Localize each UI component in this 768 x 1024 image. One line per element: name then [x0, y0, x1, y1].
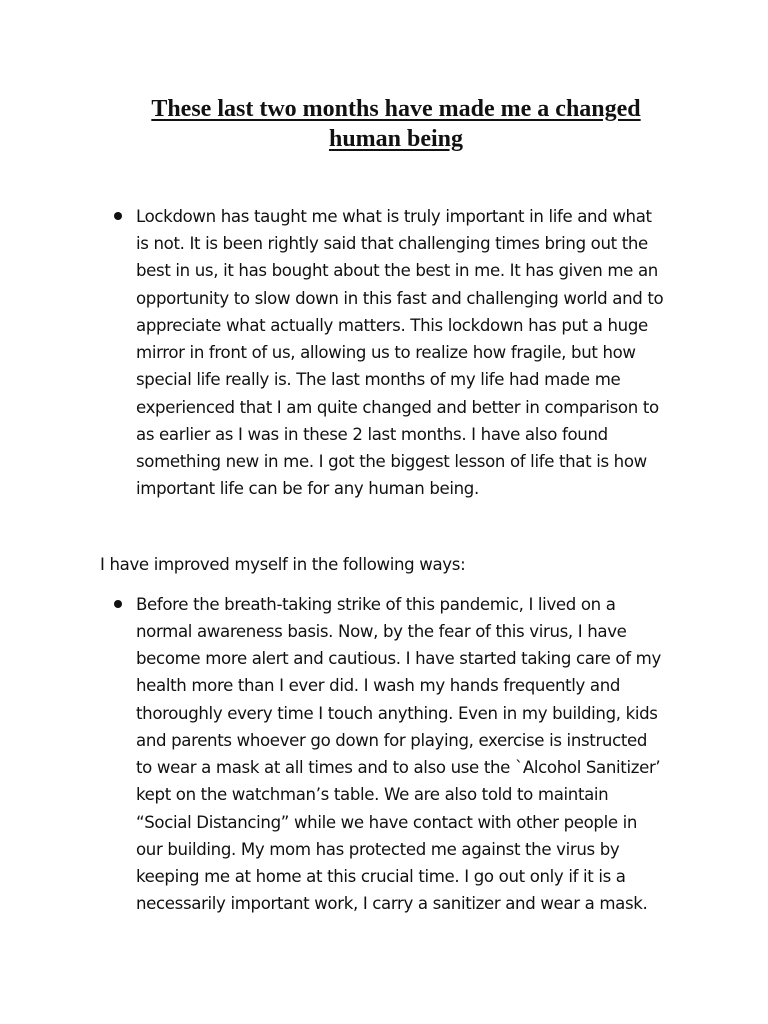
paragraph-line: necessarily important work, I carry a sanitizer and wear a mask. [136, 894, 648, 913]
paragraph-line: to wear a mask at all times and to also use the `Alcohol Sanitizer’ [136, 758, 661, 777]
paragraph-line: health more than I ever did. I wash my hands frequently and [136, 676, 621, 695]
paragraph-line: opportunity to slow down in this fast and challenging world and to [136, 289, 664, 308]
paragraph-line: mirror in front of us, allowing us to realize how fragile, but how [136, 343, 636, 362]
paragraph-line: thoroughly every time I touch anything. Even in my building, kids [136, 704, 658, 723]
paragraph-line: keeping me at home at this crucial time. I go out only if it is a [136, 867, 626, 886]
paragraph-line: and parents whoever go down for playing, exercise is instructed [136, 731, 648, 750]
paragraph-line: kept on the watchman’s table. We are also told to maintain [136, 785, 609, 804]
bullet-icon [114, 212, 122, 220]
bullet-icon [114, 600, 122, 608]
paragraph-line: normal awareness basis. Now, by the fear of this virus, I have [136, 622, 627, 641]
paragraph-line: is not. It is been rightly said that challenging times bring out the [136, 234, 648, 253]
paragraph-line: experienced that I am quite changed and better in comparison to [136, 398, 659, 417]
improvements-intro: I have improved myself in the following ways: [100, 555, 466, 574]
paragraph-line: special life really is. The last months of my life had made me [136, 370, 621, 389]
paragraph-line: our building. My mom has protected me against the virus by [136, 840, 620, 859]
paragraph-line: Before the breath-taking strike of this pandemic, I lived on a [136, 595, 616, 614]
paragraph-line: Lockdown has taught me what is truly important in life and what [136, 207, 652, 226]
paragraph-line: appreciate what actually matters. This lockdown has put a huge [136, 316, 648, 335]
title-line-1: These last two months have made me a changed [151, 96, 641, 122]
paragraph-line: become more alert and cautious. I have started taking care of my [136, 649, 661, 668]
paragraph-line: “Social Distancing” while we have contact with other people in [136, 813, 638, 832]
paragraph-line: best in us, it has bought about the best in me. It has given me an [136, 261, 658, 280]
paragraph-line: important life can be for any human being. [136, 479, 479, 498]
page-title [60, 94, 732, 154]
paragraph-line: as earlier as I was in these 2 last months. I have also found [136, 425, 608, 444]
paragraph-line: something new in me. I got the biggest lesson of life that is how [136, 452, 647, 471]
title-line-2: human being [328, 126, 464, 152]
